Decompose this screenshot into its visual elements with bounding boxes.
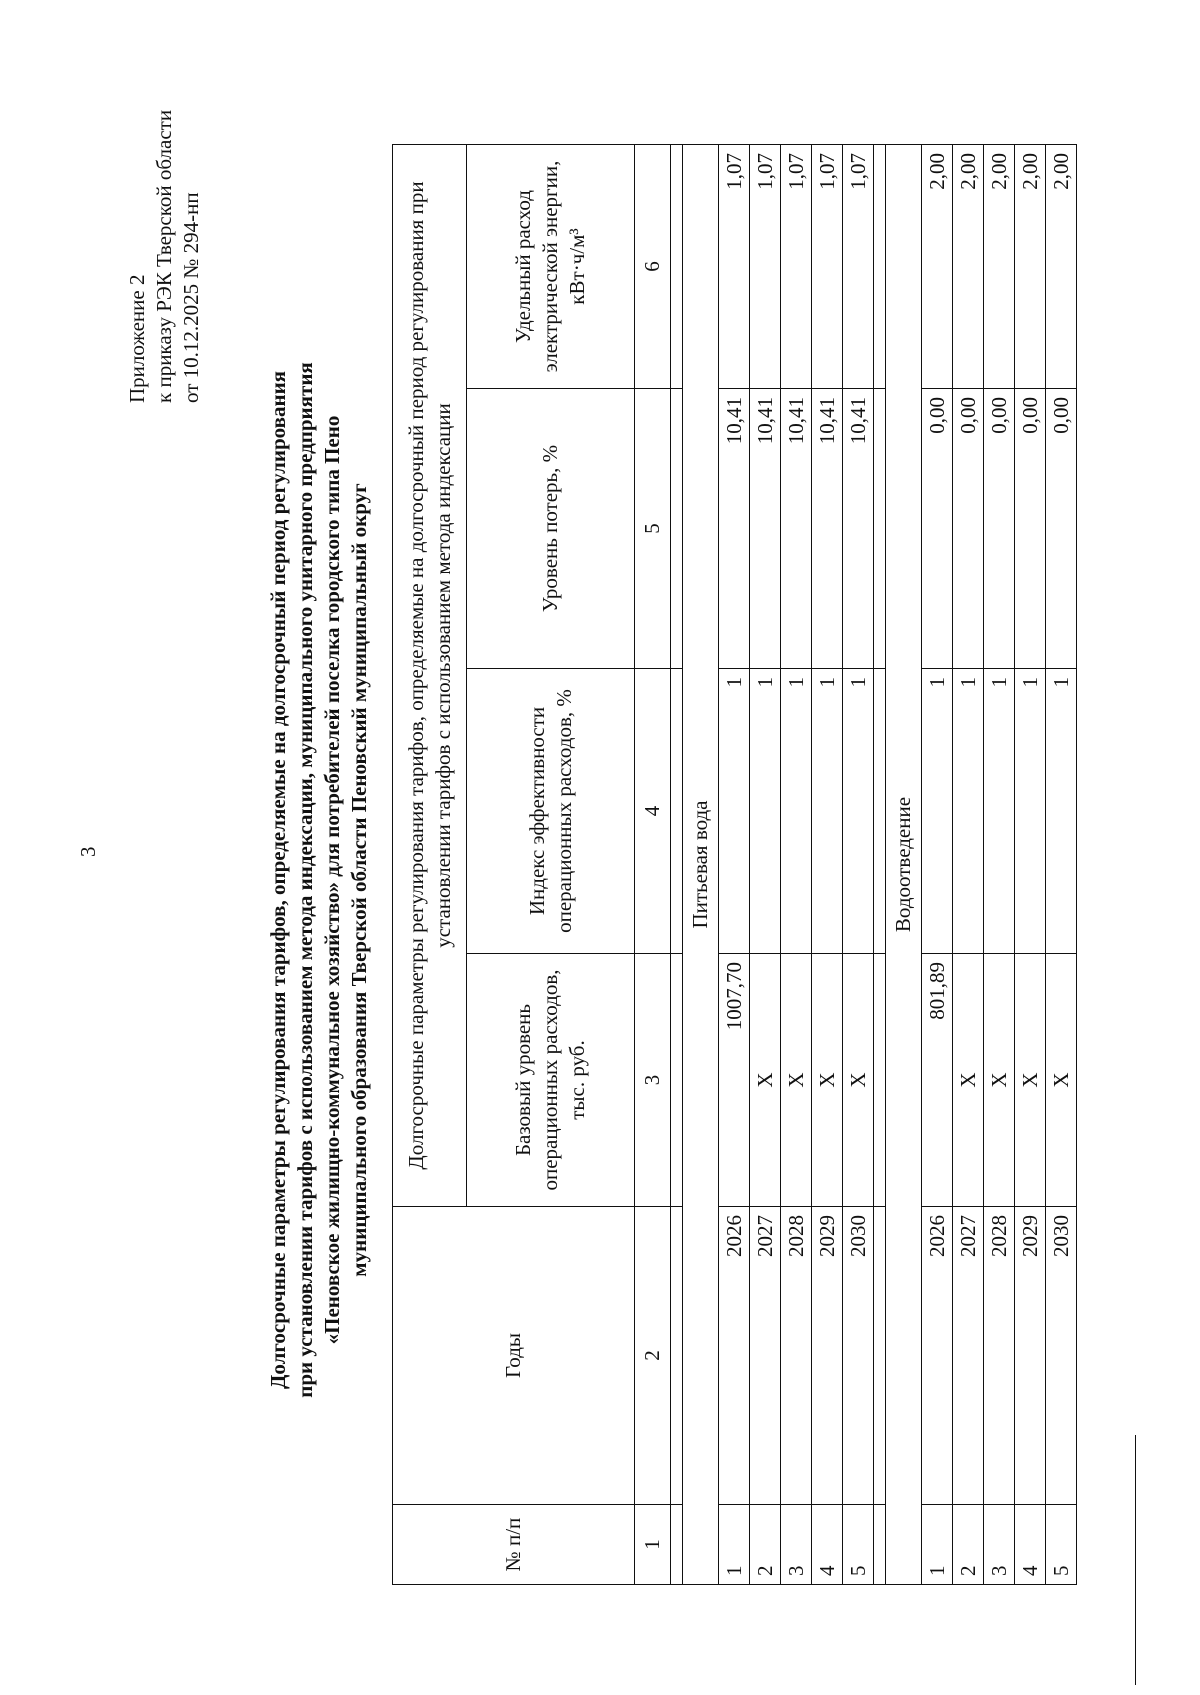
row-year: 2027 [750,1207,781,1505]
cell-loss-level: 0,00 [1015,389,1046,669]
spacer-cell [671,669,683,954]
column-number: 1 [635,1505,671,1585]
cell-efficiency-index: 1 [1015,669,1046,954]
cell-loss-level: 10,41 [750,389,781,669]
cell-loss-level: 10,41 [781,389,812,669]
column-numbers-row [635,145,671,1585]
cell-efficiency-index: 1 [719,669,750,954]
cell-energy-rate: 1,07 [750,145,781,389]
cell-base-opex: Х [781,954,812,1207]
cell-loss-level: 10,41 [812,389,843,669]
header-index: Индекс эффективности операционных расходов, % [467,669,635,954]
column-number: 6 [635,145,671,389]
cell-loss-level: 10,41 [843,389,874,669]
table-row [843,145,874,1585]
row-number: 5 [1046,1505,1077,1585]
row-year: 2026 [719,1207,750,1505]
header-loss: Уровень потерь, % [467,389,635,669]
cell-efficiency-index: 1 [953,669,984,954]
cell-energy-rate: 2,00 [922,145,953,389]
row-year: 2028 [984,1207,1015,1505]
spacer-cell [874,389,886,669]
row-year: 2026 [922,1207,953,1505]
cell-base-opex: Х [1046,954,1077,1207]
row-year: 2030 [1046,1207,1077,1505]
table-row [984,145,1015,1585]
column-number: 4 [635,669,671,954]
header-group: Долгосрочные параметры регулирования тарифов, определяемые на долгосрочный период регулирования при установлении тарифов с использованием метода индексации [393,145,467,1207]
cell-efficiency-index: 1 [812,669,843,954]
page-number: 3 [76,846,100,857]
table-body [635,145,1077,1585]
section-row [683,145,719,1585]
row-year: 2030 [843,1207,874,1505]
appendix-line: к приказу РЭК Тверской области [152,109,176,403]
appendix-block [124,110,205,403]
row-year: 2029 [812,1207,843,1505]
spacer-cell [874,669,886,954]
row-number: 4 [812,1505,843,1585]
row-number: 3 [781,1505,812,1585]
table-row [953,145,984,1585]
row-year: 2027 [953,1207,984,1505]
cell-base-opex: 1007,70 [719,954,750,1207]
cell-base-opex: Х [1015,954,1046,1207]
title-line: Долгосрочные параметры регулирования тарифов, определяемые на долгосрочный период регулирования [266,370,290,1390]
row-year: 2028 [781,1207,812,1505]
table-row [1015,145,1046,1585]
cell-energy-rate: 1,07 [843,145,874,389]
cell-base-opex: Х [812,954,843,1207]
spacer-cell [671,145,683,389]
cell-efficiency-index: 1 [750,669,781,954]
spacer-cell [671,389,683,669]
row-number: 5 [843,1505,874,1585]
row-number: 4 [1015,1505,1046,1585]
cell-loss-level: 0,00 [1046,389,1077,669]
cell-base-opex: Х [953,954,984,1207]
section-title: Водоотведение [886,145,922,1585]
document-title [265,325,373,1435]
cell-energy-rate: 2,00 [1015,145,1046,389]
appendix-line: Приложение 2 [125,274,149,403]
header-base: Базовый уровень операционных расходов, тыс. руб. [467,954,635,1207]
section-row [886,145,922,1585]
column-number: 2 [635,1207,671,1505]
cell-energy-rate: 1,07 [812,145,843,389]
cell-efficiency-index: 1 [843,669,874,954]
header-energy: Удельный расход электрической энергии, кВт·ч/м³ [467,145,635,389]
spacer-row [874,145,886,1585]
row-year: 2029 [1015,1207,1046,1505]
spacer-cell [874,1207,886,1505]
cell-efficiency-index: 1 [1046,669,1077,954]
row-number: 1 [922,1505,953,1585]
column-number: 3 [635,954,671,1207]
cell-efficiency-index: 1 [922,669,953,954]
table-row [1046,145,1077,1585]
cell-energy-rate: 2,00 [984,145,1015,389]
spacer-cell [874,145,886,389]
cell-energy-rate: 1,07 [781,145,812,389]
row-number: 1 [719,1505,750,1585]
row-number: 2 [953,1505,984,1585]
spacer-row [671,145,683,1585]
cell-base-opex: Х [750,954,781,1207]
appendix-line: от 10.12.2025 № 294-нп [179,192,203,403]
spacer-cell [874,1505,886,1585]
table-row [750,145,781,1585]
header-years: Годы [393,1207,635,1505]
table-row [781,145,812,1585]
spacer-cell [874,954,886,1207]
cell-loss-level: 10,41 [719,389,750,669]
cell-energy-rate: 2,00 [953,145,984,389]
spacer-cell [671,1207,683,1505]
table-row [812,145,843,1585]
cell-base-opex: Х [984,954,1015,1207]
table-row [719,145,750,1585]
spacer-cell [671,954,683,1207]
cell-base-opex: 801,89 [922,954,953,1207]
spacer-cell [671,1505,683,1585]
table-row [922,145,953,1585]
cell-efficiency-index: 1 [781,669,812,954]
cell-loss-level: 0,00 [984,389,1015,669]
header-num: № п/п [393,1505,635,1585]
row-number: 2 [750,1505,781,1585]
cell-loss-level: 0,00 [953,389,984,669]
cell-energy-rate: 2,00 [1046,145,1077,389]
parameters-table [392,144,1077,1585]
section-title: Питьевая вода [683,145,719,1585]
title-line: при установлении тарифов с использованием метода индексации, муниципального унитарного предприятия [293,362,317,1398]
title-line: муниципального образования Тверской области Пеновский муниципальный округ [347,483,371,1277]
cell-loss-level: 0,00 [922,389,953,669]
cell-base-opex: Х [843,954,874,1207]
title-line: «Пеновское жилищно-коммунальное хозяйство» для потребителей поселка городского типа Пено [320,415,344,1345]
footnote-divider [1135,1435,1136,1685]
row-number: 3 [984,1505,1015,1585]
cell-energy-rate: 1,07 [719,145,750,389]
cell-efficiency-index: 1 [984,669,1015,954]
column-number: 5 [635,389,671,669]
